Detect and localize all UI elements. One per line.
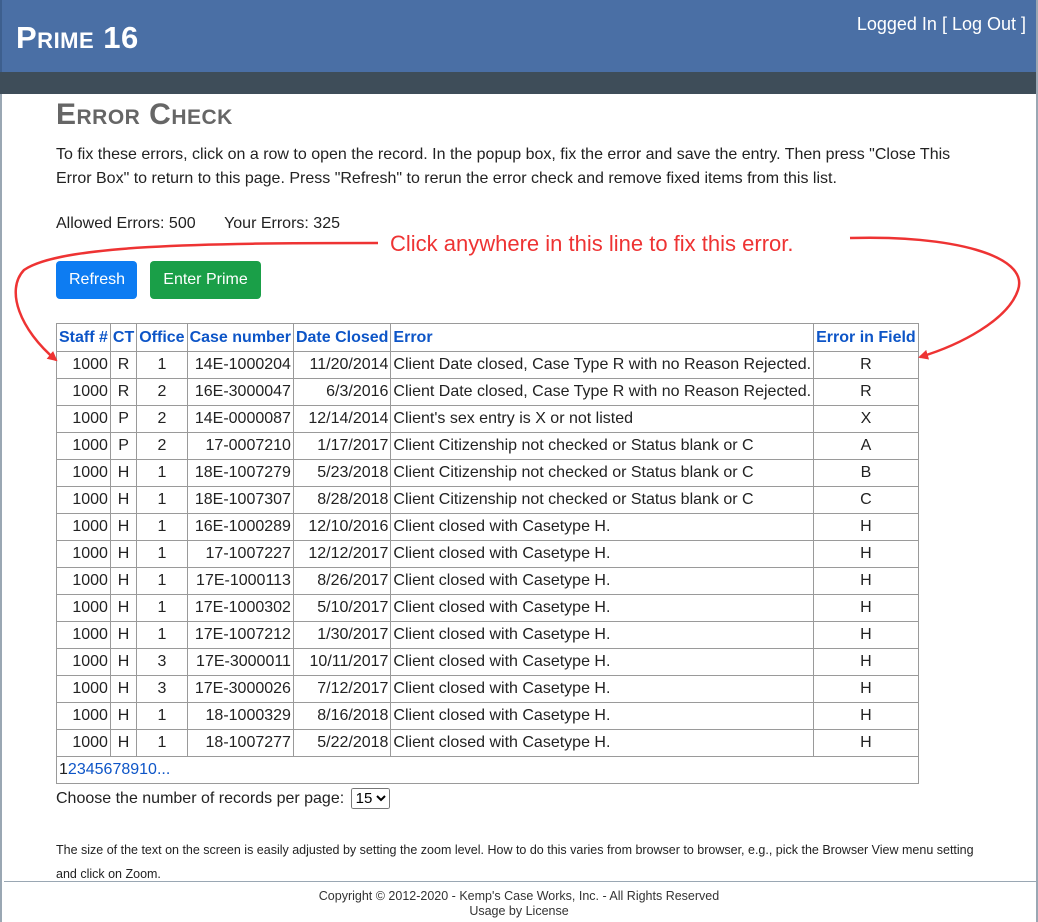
table-row[interactable] (57, 460, 919, 487)
col-ct-cell: H (110, 595, 136, 622)
col-office-cell: 1 (137, 595, 187, 622)
col-date-closed-cell: 8/28/2018 (293, 487, 390, 514)
col-ct-header: CT (110, 324, 136, 352)
zoom-note: The size of the text on the screen is easily adjusted by setting the zoom level. How to do this varies from browser to browser, e.g., pick the Browser View menu setting and click on Zoom. (56, 843, 974, 881)
enter-prime-button[interactable]: Enter Prime (150, 261, 261, 299)
col-staff-cell: 1000 (57, 703, 111, 730)
app-brand: Prime 16 (16, 20, 139, 55)
col-ct-cell: P (110, 433, 136, 460)
col-ct-cell: R (110, 352, 136, 379)
page-link[interactable]: 10 (139, 761, 157, 778)
col-error-in-field-cell: C (814, 487, 919, 514)
header-strip (0, 72, 1036, 94)
col-error-cell: Client closed with Casetype H. (391, 622, 814, 649)
col-staff-cell: 1000 (57, 622, 111, 649)
error-table (56, 323, 919, 784)
error-counts (56, 215, 340, 233)
col-office-cell: 1 (137, 514, 187, 541)
col-office-cell: 2 (137, 406, 187, 433)
col-date-closed-cell: 1/17/2017 (293, 433, 390, 460)
col-case-number-cell: 16E-1000289 (187, 514, 293, 541)
col-error-in-field-cell: H (814, 703, 919, 730)
col-error-cell: Client closed with Casetype H. (391, 595, 814, 622)
col-case-number-cell: 17E-1007212 (187, 622, 293, 649)
col-error-cell: Client closed with Casetype H. (391, 649, 814, 676)
col-error-in-field-cell: H (814, 622, 919, 649)
col-date-closed-cell: 5/22/2018 (293, 730, 390, 757)
table-row[interactable] (57, 379, 919, 406)
table-row[interactable] (57, 487, 919, 514)
col-case-number-cell: 14E-0000087 (187, 406, 293, 433)
col-error-cell: Client closed with Casetype H. (391, 703, 814, 730)
col-ct-cell: H (110, 730, 136, 757)
page-link[interactable]: 3 (76, 761, 86, 778)
logged-in-label: Logged In (856, 14, 937, 34)
col-staff-cell: 1000 (57, 541, 111, 568)
table-row[interactable] (57, 595, 919, 622)
col-office-header: Office (137, 324, 187, 352)
col-staff-cell: 1000 (57, 406, 111, 433)
col-error-in-field-header: Error in Field (814, 324, 919, 352)
col-case-number-cell: 17E-1000113 (187, 568, 293, 595)
col-error-cell: Client Date closed, Case Type R with no Reason Rejected. (391, 379, 814, 406)
col-ct-cell: H (110, 514, 136, 541)
col-case-number-cell: 16E-3000047 (187, 379, 293, 406)
col-error-in-field-cell: H (814, 730, 919, 757)
col-ct-cell: H (110, 460, 136, 487)
page-link[interactable]: 8 (121, 761, 131, 778)
col-staff-cell: 1000 (57, 730, 111, 757)
col-date-closed-cell: 12/12/2017 (293, 541, 390, 568)
col-error-cell: Client's sex entry is X or not listed (391, 406, 814, 433)
col-case-number-cell: 17E-3000011 (187, 649, 293, 676)
col-staff-cell: 1000 (57, 379, 111, 406)
col-ct-cell: P (110, 406, 136, 433)
col-error-cell: Client closed with Casetype H. (391, 676, 814, 703)
page-link[interactable]: 5 (94, 761, 104, 778)
col-date-closed-cell: 8/26/2017 (293, 568, 390, 595)
records-per-page-label: Choose the number of records per page: (56, 790, 345, 807)
login-status (857, 14, 1026, 35)
footer-divider (4, 881, 1036, 882)
col-staff-cell: 1000 (57, 676, 111, 703)
col-ct-cell: H (110, 487, 136, 514)
col-case-number-cell: 17E-1000302 (187, 595, 293, 622)
records-per-page (56, 788, 390, 809)
col-office-cell: 1 (137, 487, 187, 514)
col-office-cell: 1 (137, 460, 187, 487)
table-row[interactable] (57, 676, 919, 703)
col-office-cell: 1 (137, 568, 187, 595)
col-ct-cell: H (110, 622, 136, 649)
col-date-closed-cell: 8/16/2018 (293, 703, 390, 730)
col-office-cell: 1 (137, 541, 187, 568)
col-error-in-field-cell: R (814, 379, 919, 406)
table-row[interactable] (57, 568, 919, 595)
allowed-errors: Allowed Errors: 500 (56, 215, 196, 232)
col-error-cell: Client closed with Casetype H. (391, 541, 814, 568)
col-office-cell: 2 (137, 379, 187, 406)
col-date-closed-cell: 6/3/2016 (293, 379, 390, 406)
col-staff-cell: 1000 (57, 649, 111, 676)
col-ct-cell: H (110, 568, 136, 595)
col-error-cell: Client closed with Casetype H. (391, 730, 814, 757)
col-office-cell: 1 (137, 622, 187, 649)
col-error-in-field-cell: H (814, 514, 919, 541)
col-case-number-cell: 17E-3000026 (187, 676, 293, 703)
page-link[interactable]: 9 (130, 761, 140, 778)
col-error-in-field-cell: H (814, 541, 919, 568)
instructions: To fix these errors, click on a row to open the record. In the popup box, fix the error and save the entry. Then press "Close This Error Box" to return to this page. Press "Refresh" to rerun the error check and remove fixed items from this list. (56, 146, 951, 187)
records-per-page-select[interactable] (351, 788, 390, 809)
col-date-closed-cell: 7/12/2017 (293, 676, 390, 703)
table-row[interactable] (57, 703, 919, 730)
page-link[interactable]: 2 (67, 761, 77, 778)
col-error-in-field-cell: H (814, 595, 919, 622)
page-current: 1 (59, 761, 68, 778)
col-error-cell: Client closed with Casetype H. (391, 514, 814, 541)
col-staff-cell: 1000 (57, 460, 111, 487)
col-office-cell: 1 (137, 703, 187, 730)
col-case-number-cell: 18-1000329 (187, 703, 293, 730)
col-error-in-field-cell: A (814, 433, 919, 460)
refresh-button[interactable]: Refresh (56, 261, 137, 299)
table-row[interactable] (57, 406, 919, 433)
col-office-cell: 1 (137, 352, 187, 379)
col-office-cell: 1 (137, 730, 187, 757)
annotation-note: Click anywhere in this line to fix this error. (390, 231, 794, 256)
col-date-closed-cell: 12/10/2016 (293, 514, 390, 541)
col-ct-cell: H (110, 541, 136, 568)
col-date-closed-cell: 5/10/2017 (293, 595, 390, 622)
col-date-closed-cell: 11/20/2014 (293, 352, 390, 379)
pager-row (57, 757, 919, 784)
col-case-number-cell: 18E-1007307 (187, 487, 293, 514)
footer (0, 889, 1038, 919)
table-row[interactable] (57, 622, 919, 649)
col-date-closed-cell: 10/11/2017 (293, 649, 390, 676)
col-office-cell: 3 (137, 649, 187, 676)
table-row[interactable] (57, 649, 919, 676)
col-date-closed-cell: 5/23/2018 (293, 460, 390, 487)
col-staff-cell: 1000 (57, 568, 111, 595)
col-ct-cell: H (110, 649, 136, 676)
top-header-bar (0, 0, 1038, 72)
col-staff-cell: 1000 (57, 514, 111, 541)
col-error-in-field-cell: X (814, 406, 919, 433)
table-row[interactable] (57, 730, 919, 757)
col-staff-cell: 1000 (57, 352, 111, 379)
col-case-number-cell: 17-0007210 (187, 433, 293, 460)
copyright: Copyright © 2012-2020 - Kemp's Case Works, Inc. - All Rights Reserved (318, 889, 720, 903)
col-error-cell: Client Citizenship not checked or Status blank or C (391, 460, 814, 487)
col-ct-cell: R (110, 379, 136, 406)
col-ct-cell: H (110, 676, 136, 703)
col-case-number-cell: 17-1007227 (187, 541, 293, 568)
col-staff-cell: 1000 (57, 433, 111, 460)
page-link[interactable]: 6 (103, 761, 113, 778)
col-staff-header: Staff # (57, 324, 111, 352)
col-staff-cell: 1000 (57, 487, 111, 514)
col-date-closed-header: Date Closed (293, 324, 390, 352)
col-case-number-cell: 18-1007277 (187, 730, 293, 757)
col-error-in-field-cell: H (814, 676, 919, 703)
col-error-in-field-cell: B (814, 460, 919, 487)
table-row[interactable] (57, 433, 919, 460)
col-case-number-cell: 18E-1007279 (187, 460, 293, 487)
table-row[interactable] (57, 352, 919, 379)
col-error-in-field-cell: H (814, 568, 919, 595)
col-error-header: Error (391, 324, 814, 352)
logout-link[interactable]: [ Log Out ] (941, 14, 1026, 34)
page-link[interactable]: 4 (85, 761, 95, 778)
col-ct-cell: H (110, 703, 136, 730)
pagination (57, 757, 919, 784)
col-error-cell: Client Citizenship not checked or Status blank or C (391, 433, 814, 460)
col-error-in-field-cell: H (814, 649, 919, 676)
your-errors: Your Errors: 325 (224, 215, 340, 232)
page-link[interactable]: 7 (112, 761, 122, 778)
col-office-cell: 3 (137, 676, 187, 703)
col-office-cell: 2 (137, 433, 187, 460)
col-case-number-cell: 14E-1000204 (187, 352, 293, 379)
table-header-row (57, 324, 919, 352)
table-row[interactable] (57, 514, 919, 541)
frame-border-left (0, 94, 2, 922)
col-date-closed-cell: 1/30/2017 (293, 622, 390, 649)
page-link[interactable]: ... (156, 761, 171, 778)
col-error-cell: Client closed with Casetype H. (391, 568, 814, 595)
page-title: Error Check (56, 98, 233, 131)
col-error-cell: Client Date closed, Case Type R with no Reason Rejected. (391, 352, 814, 379)
col-staff-cell: 1000 (57, 595, 111, 622)
col-case-number-header: Case number (187, 324, 293, 352)
col-error-in-field-cell: R (814, 352, 919, 379)
col-date-closed-cell: 12/14/2014 (293, 406, 390, 433)
col-error-cell: Client Citizenship not checked or Status blank or C (391, 487, 814, 514)
table-row[interactable] (57, 541, 919, 568)
license-note: Usage by License (469, 904, 569, 918)
